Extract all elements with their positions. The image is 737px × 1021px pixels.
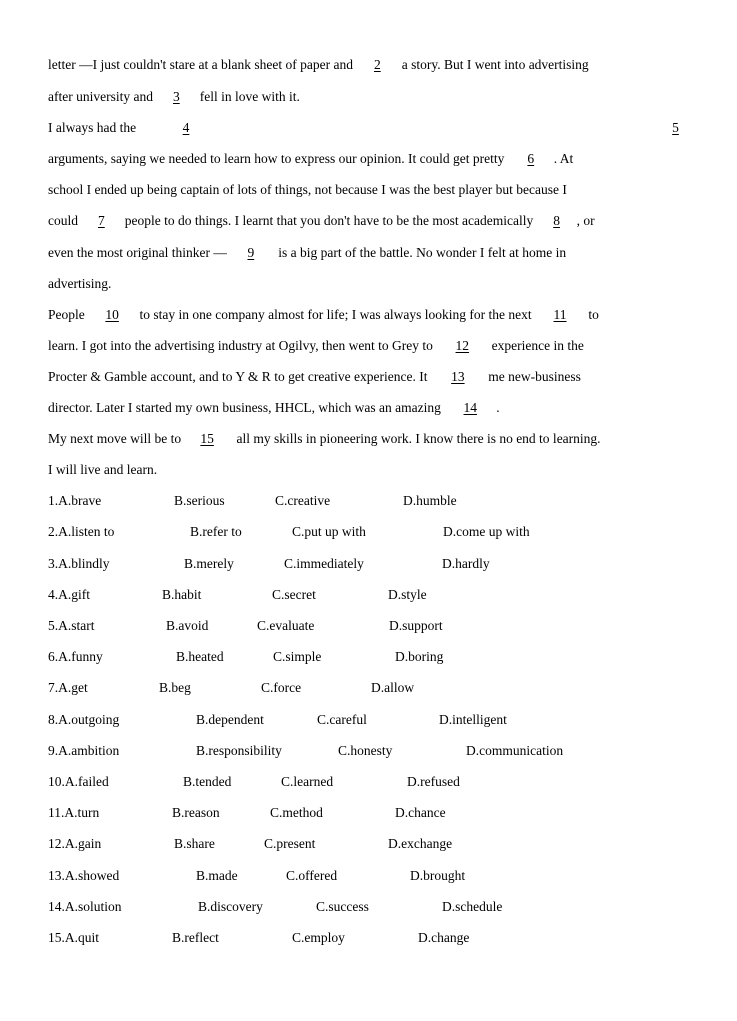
question-number: 2. — [48, 524, 59, 539]
question-number: 4. — [48, 587, 59, 602]
option-d: D.humble — [403, 493, 457, 508]
passage-line-3 — [48, 119, 689, 137]
question-number-option-a — [48, 929, 99, 947]
passage-line-10 — [48, 337, 689, 355]
question-number-option-a — [48, 492, 101, 510]
option-a: A.gain — [64, 836, 102, 851]
option-b: B.tended — [183, 774, 232, 789]
blank-2: 2 — [373, 57, 381, 72]
question-number: 6. — [48, 649, 59, 664]
question-number: 1. — [48, 493, 59, 508]
blank-11: 11 — [553, 307, 567, 322]
blank-13: 13 — [451, 369, 465, 384]
option-d: D.allow — [371, 680, 415, 695]
passage-line-8 — [48, 275, 689, 293]
question-number-option-a — [48, 617, 95, 635]
question-number: 13. — [48, 868, 65, 883]
text: to stay in one company almost for life; I was always looking for the next — [136, 307, 536, 322]
blank-5-wrap — [662, 119, 689, 137]
option-d: D.boring — [395, 649, 444, 664]
option-c: C.creative — [275, 493, 331, 508]
passage-line-12 — [48, 399, 689, 417]
option-c: C.employ — [292, 930, 345, 945]
question-number-option-a — [48, 804, 99, 822]
blank-10: 10 — [105, 307, 119, 322]
option-c: C.careful — [317, 712, 367, 727]
option-d: D.support — [389, 618, 443, 633]
blank-3: 3 — [172, 89, 180, 104]
option-a: A.solution — [64, 899, 122, 914]
question-number: 10. — [48, 774, 65, 789]
blank-9: 9 — [247, 245, 255, 260]
option-b: B.merely — [184, 556, 234, 571]
option-c: C.evaluate — [257, 618, 315, 633]
option-d: D.chance — [395, 805, 446, 820]
option-d: D.refused — [407, 774, 460, 789]
blank-6: 6 — [527, 151, 535, 166]
passage-line-7 — [48, 244, 689, 262]
text: arguments, saying we needed to learn how to express our opinion. It could get pretty — [48, 151, 508, 166]
question-number: 15. — [48, 930, 65, 945]
text: learn. I got into the advertising industry at Ogilvy, then went to Grey to — [48, 338, 437, 353]
text: Procter & Gamble account, and to Y & R to get creative experience. It — [48, 369, 431, 384]
option-c: C.success — [316, 899, 369, 914]
option-d: D.communication — [466, 743, 564, 758]
option-a: A.blindly — [58, 556, 110, 571]
question-number-option-a — [48, 742, 119, 760]
option-c: C.put up with — [292, 524, 366, 539]
text: . — [496, 400, 500, 415]
text: a story. But I went into advertising — [398, 57, 589, 72]
text: could — [48, 213, 82, 228]
option-a: A.turn — [64, 805, 100, 820]
option-c: C.secret — [272, 587, 316, 602]
question-number: 9. — [48, 743, 59, 758]
text: fell in love with it. — [196, 89, 300, 104]
text: director. Later I started my own business, HHCL, which was an amazing — [48, 400, 445, 415]
text: to — [585, 307, 599, 322]
text: People — [48, 307, 89, 322]
passage-line-6 — [48, 212, 689, 230]
question-number-option-a — [48, 523, 114, 541]
passage-line-2 — [48, 88, 689, 106]
option-b: B.reason — [172, 805, 220, 820]
option-d: D.brought — [410, 868, 466, 883]
question-number: 5. — [48, 618, 59, 633]
question-number-option-a — [48, 555, 110, 573]
text: I will live and learn. — [48, 462, 158, 477]
question-number: 12. — [48, 836, 65, 851]
option-b: B.avoid — [166, 618, 209, 633]
passage-line-13 — [48, 430, 689, 448]
text: after university and — [48, 89, 157, 104]
option-b: B.habit — [162, 587, 202, 602]
option-a: A.ambition — [58, 743, 120, 758]
option-a: A.quit — [64, 930, 100, 945]
option-d: D.style — [388, 587, 427, 602]
option-d: D.intelligent — [439, 712, 507, 727]
text: people to do things. I learnt that you don't have to be the most academically — [121, 213, 537, 228]
option-c: C.force — [261, 680, 302, 695]
text: all my skills in pioneering work. I know there is no end to learning. — [233, 431, 601, 446]
passage-line-14 — [48, 461, 689, 479]
question-number-option-a — [48, 867, 119, 885]
text: , or — [576, 213, 595, 228]
question-number: 8. — [48, 712, 59, 727]
option-a: A.get — [58, 680, 88, 695]
option-c: C.honesty — [338, 743, 393, 758]
text: My next move will be to — [48, 431, 182, 446]
option-c: C.offered — [286, 868, 338, 883]
option-b: B.beg — [159, 680, 191, 695]
option-c: C.simple — [273, 649, 322, 664]
option-b: B.heated — [176, 649, 224, 664]
option-d: D.hardly — [442, 556, 490, 571]
passage-line-5 — [48, 181, 689, 199]
option-b: B.dependent — [196, 712, 264, 727]
passage-line-4 — [48, 150, 689, 168]
option-c: C.method — [270, 805, 323, 820]
question-number-option-a — [48, 586, 90, 604]
question-number-option-a — [48, 711, 119, 729]
option-d: D.change — [418, 930, 470, 945]
option-a: A.gift — [58, 587, 90, 602]
blank-14: 14 — [463, 400, 478, 415]
text: even the most original thinker — — [48, 245, 227, 260]
text: school I ended up being captain of lots of things, not because I was the best player but because I — [48, 182, 567, 197]
blank-5: 5 — [672, 120, 679, 135]
text: is a big part of the battle. No wonder I felt at home in — [274, 245, 567, 260]
option-a: A.brave — [58, 493, 102, 508]
option-a: A.funny — [58, 649, 103, 664]
text: experience in the — [488, 338, 584, 353]
option-d: D.come up with — [443, 524, 530, 539]
question-number-option-a — [48, 648, 103, 666]
option-a: A.listen to — [58, 524, 115, 539]
option-c: C.learned — [281, 774, 334, 789]
blank-4: 4 — [182, 120, 190, 135]
question-number: 7. — [48, 680, 59, 695]
blank-4-wrap — [162, 119, 210, 137]
option-a: A.failed — [64, 774, 109, 789]
blank-7: 7 — [98, 213, 105, 228]
question-number-option-a — [48, 835, 101, 853]
option-a: A.outgoing — [58, 712, 120, 727]
question-number: 3. — [48, 556, 59, 571]
option-b: B.serious — [174, 493, 225, 508]
text: me new-business — [484, 369, 581, 384]
text: I always had the — [48, 120, 137, 135]
option-a: A.showed — [64, 868, 120, 883]
option-b: B.share — [174, 836, 215, 851]
question-number: 14. — [48, 899, 65, 914]
blank-15: 15 — [200, 431, 214, 446]
question-number-option-a — [48, 898, 122, 916]
question-number-option-a — [48, 773, 109, 791]
passage-line-11 — [48, 368, 689, 386]
option-d: D.exchange — [388, 836, 453, 851]
option-b: B.refer to — [190, 524, 242, 539]
text: letter —I just couldn't stare at a blank sheet of paper and — [48, 57, 357, 72]
option-c: C.immediately — [284, 556, 364, 571]
option-d: D.schedule — [442, 899, 503, 914]
option-c: C.present — [264, 836, 316, 851]
blank-8: 8 — [553, 213, 560, 228]
text: . At — [553, 151, 574, 166]
option-b: B.reflect — [172, 930, 219, 945]
passage-line-1 — [48, 56, 689, 74]
option-b: B.responsibility — [196, 743, 282, 758]
option-b: B.made — [196, 868, 238, 883]
option-b: B.discovery — [198, 899, 263, 914]
question-number-option-a — [48, 679, 88, 697]
question-number: 11. — [48, 805, 65, 820]
option-a: A.start — [58, 618, 95, 633]
text: advertising. — [48, 276, 112, 291]
blank-12: 12 — [455, 338, 470, 353]
passage-line-9 — [48, 306, 689, 324]
